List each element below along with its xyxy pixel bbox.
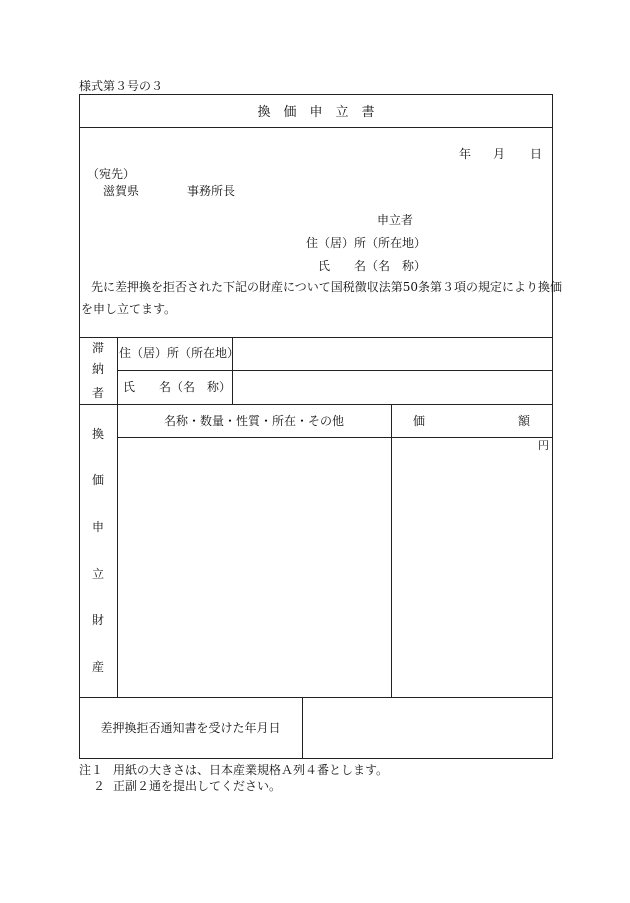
property-vertical-char-5: 財: [91, 613, 104, 627]
delinquent-name-label: 氏 名（名 称）: [123, 380, 232, 394]
title-divider: [79, 127, 553, 128]
addressee-prefix: （宛先）: [87, 167, 136, 181]
delinquent-vertical-char-3: 者: [91, 386, 104, 400]
date-day: 日: [530, 147, 543, 161]
date-month: 月: [493, 147, 506, 161]
property-vertical-char-2: 価: [91, 473, 104, 487]
price-column-divider: [391, 404, 392, 697]
delinquent-vertical-char-1: 滞: [91, 341, 104, 355]
section-divider-3: [79, 697, 553, 698]
frame-top: [79, 94, 553, 95]
property-vertical-char-6: 産: [91, 660, 104, 674]
note-1-text: 用紙の大きさは、日本産業規格Ａ列４番とします。: [113, 763, 389, 777]
applicant-name-label: 氏 名（名 称）: [318, 259, 427, 273]
body-line-2: を申し立てます。: [81, 302, 177, 316]
body-line-1: 先に差押換を拒否された下記の財産について国税徴収法第50条第３項の規定により換価: [91, 280, 563, 294]
delinquent-row-divider: [117, 370, 553, 371]
refusal-date-label: 差押換拒否通知書を受けた年月日: [100, 721, 281, 735]
property-vertical-char-1: 換: [91, 427, 104, 441]
date-year: 年: [459, 147, 472, 161]
applicant-address-label: 住（居）所（所在地）: [306, 236, 427, 250]
note-2-text: 正副２通を提出してください。: [113, 779, 282, 793]
form-title: 換 価 申 立 書: [257, 105, 375, 120]
property-vertical-char-3: 申: [91, 520, 104, 534]
frame-bottom: [79, 758, 553, 759]
col-price-right: 額: [518, 414, 531, 428]
section-divider-2: [79, 404, 553, 405]
note-1-prefix: 注１: [79, 763, 104, 777]
addressee-line: 滋賀県 事務所長: [103, 184, 236, 198]
frame-right: [552, 94, 553, 759]
col-price-left: 価: [413, 414, 426, 428]
property-header-divider: [117, 437, 553, 438]
refusal-date-divider: [302, 697, 303, 758]
applicant-heading: 申立者: [377, 213, 414, 227]
delinquent-address-label: 住（居）所（所在地）: [119, 346, 240, 360]
property-vertical-char-4: 立: [91, 567, 104, 581]
yen-unit: 円: [538, 439, 549, 452]
delinquent-vertical-char-2: 納: [91, 362, 104, 376]
frame-left: [79, 94, 80, 759]
form-number: 様式第３号の３: [79, 79, 164, 93]
col-description-header: 名称・数量・性質・所在・その他: [163, 414, 344, 428]
note-2-prefix: ２: [93, 779, 106, 793]
section-divider-1: [79, 337, 553, 338]
